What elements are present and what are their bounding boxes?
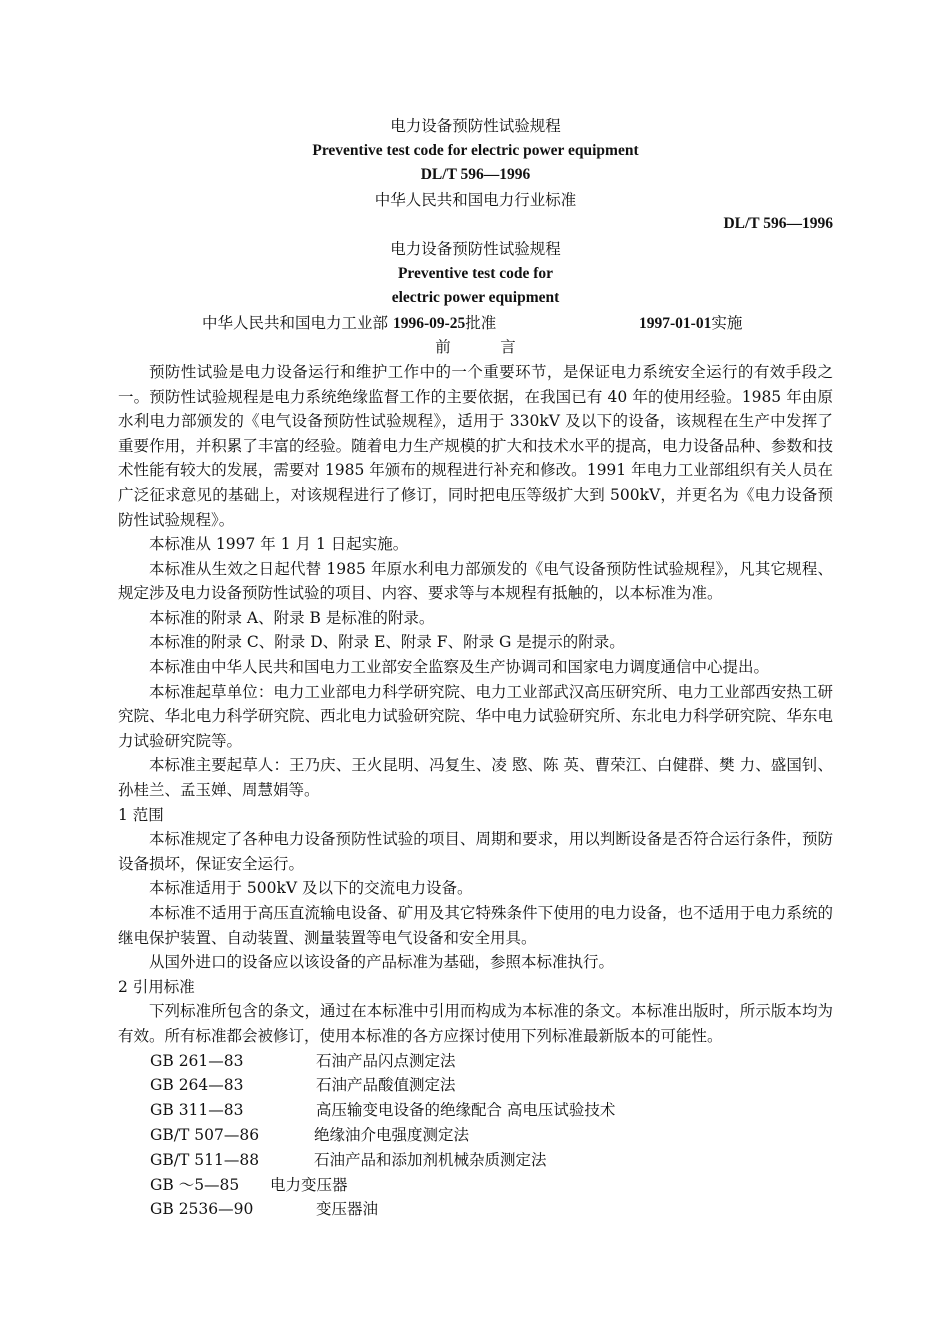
doc-code: DL/T 596—1996: [420, 166, 531, 184]
preface-heading: 前言: [435, 338, 566, 357]
reference-code: GB 264—83: [150, 1076, 244, 1095]
doc-code-right: DL/T 596—1996: [723, 215, 833, 233]
reference-code: GB/T 511—88: [150, 1150, 260, 1169]
preface-paragraph: 本标准从生效之日起代替 1985 年原水利电力部颁发的《电气设备预防性试验规程》，凡其它规程、规定涉及电力设备预防性试验的项目、内容、要求等与本规程有抵触的，以本标准为准。: [118, 559, 833, 603]
reference-title: 绝缘油介电强度测定法: [314, 1125, 470, 1144]
reference-code: GB ～5—85: [150, 1175, 240, 1194]
reference-row: [118, 1073, 833, 1098]
reference-title: 石油产品和添加剂机械杂质测定法: [314, 1150, 547, 1169]
approve-date: 1996-09-25: [392, 314, 466, 332]
preface-paragraph: 本标准从 1997 年 1 月 1 日起实施。: [149, 535, 409, 554]
reference-title: 石油产品酸值测定法: [316, 1076, 456, 1095]
preface-paragraph: 本标准的附录 A、附录 B 是标准的附录。: [149, 608, 435, 627]
section-1-heading: 1 范围: [118, 805, 164, 824]
section-2-intro: 下列标准所包含的条文，通过在本标准中引用而构成为本标准的条文。本标准出版时，所示版本均为有效。所有标准都会被修订，使用本标准的各方应探讨使用下列标准最新版本的可能性。: [118, 1002, 833, 1045]
reference-row: [118, 1049, 833, 1074]
reference-row: [118, 1173, 833, 1198]
reference-row: [118, 1098, 833, 1123]
section-1-paragraph: 本标准不适用于高压直流输电设备、矿用及其它特殊条件下使用的电力设备，也不适用于电力系统的继电保护装置、自动装置、测量装置等电气设备和安全用具。: [118, 904, 833, 947]
preface-paragraph: 预防性试验是电力设备运行和维护工作中的一个重要环节，是保证电力系统安全运行的有效手段之一。预防性试验规程是电力系统绝缘监督工作的主要依据，在我国已有 40 年的使用经验。1985 年由原水利电力部颁发的《电气设备预防性试验规程》，适用于 330kV 及以下的设备，该规程在生产中发挥了重要作用，并积累了丰富的经验。随着电力生产规模的扩大和技术水平的提高，电力设备品种、参数和技术性能有较大的发展，需要对 1985 年颁布的规程进行补充和修改。1991 年电力工业部组织有关人员在广泛征求意见的基础上，对该规程进行了修订，同时把电压等级扩大到 500kV，并更名为《电力设备预防性试验规程》。: [118, 362, 833, 529]
reference-title: 电力变压器: [270, 1175, 348, 1194]
approval-line: [118, 311, 833, 336]
doc-title-cn: 电力设备预防性试验规程: [390, 117, 561, 135]
issuer-name: 中华人民共和国电力工业部: [202, 313, 389, 332]
reference-title: 变压器油: [316, 1200, 379, 1219]
preface-paragraph: 本标准起草单位：电力工业部电力科学研究院、电力工业部武汉高压研究所、电力工业部西安热工研究院、华北电力科学研究院、西北电力试验研究院、华中电力试验研究所、东北电力科学研究院、华东电力试验研究院等。: [118, 682, 833, 750]
reference-code: GB 261—83: [150, 1051, 244, 1070]
reference-row: [118, 1148, 833, 1173]
document-page: [118, 114, 833, 1222]
impl-word: 实施: [711, 313, 743, 332]
reference-title: 石油产品闪点测定法: [316, 1051, 456, 1070]
doc-title-cn-2: 电力设备预防性试验规程: [390, 239, 561, 258]
approval-issuer: [202, 311, 496, 337]
section-2-heading: 2 引用标准: [118, 977, 195, 996]
preface-paragraph: 本标准主要起草人：王乃庆、王火昆明、冯复生、凌 愍、陈 英、曹荣江、白健群、樊 力、盛国钊、孙桂兰、孟玉婵、周慧娟等。: [118, 756, 833, 800]
doc-title-en-line2: electric power equipment: [391, 289, 560, 307]
reference-row: [118, 1123, 833, 1148]
doc-title-en: Preventive test code for electric power equipment: [312, 141, 639, 159]
reference-code: GB 2536—90: [150, 1200, 254, 1219]
reference-code: GB/T 507—86: [150, 1125, 260, 1144]
doc-category: 中华人民共和国电力行业标准: [374, 190, 577, 209]
impl-date: 1997-01-01: [639, 314, 712, 332]
section-1-paragraph: 从国外进口的设备应以该设备的产品标准为基础，参照本标准执行。: [149, 953, 615, 972]
preface-paragraph: 本标准由中华人民共和国电力工业部安全监察及生产协调司和国家电力调度通信中心提出。: [149, 658, 770, 677]
reference-row: [118, 1197, 833, 1222]
doc-title-en-line1: Preventive test code for: [397, 264, 554, 282]
approve-word: 批准: [465, 313, 497, 332]
preface-paragraph: 本标准的附录 C、附录 D、附录 E、附录 F、附录 G 是提示的附录。: [149, 633, 625, 652]
section-1-paragraph: 本标准规定了各种电力设备预防性试验的项目、周期和要求，用以判断设备是否符合运行条件，预防设备损坏，保证安全运行。: [118, 830, 833, 873]
reference-code: GB 311—83: [150, 1101, 244, 1120]
approval-implementation: [639, 311, 742, 337]
reference-title: 高压输变电设备的绝缘配合 高电压试验技术: [316, 1101, 616, 1120]
section-1-paragraph: 本标准适用于 500kV 及以下的交流电力设备。: [149, 879, 473, 898]
